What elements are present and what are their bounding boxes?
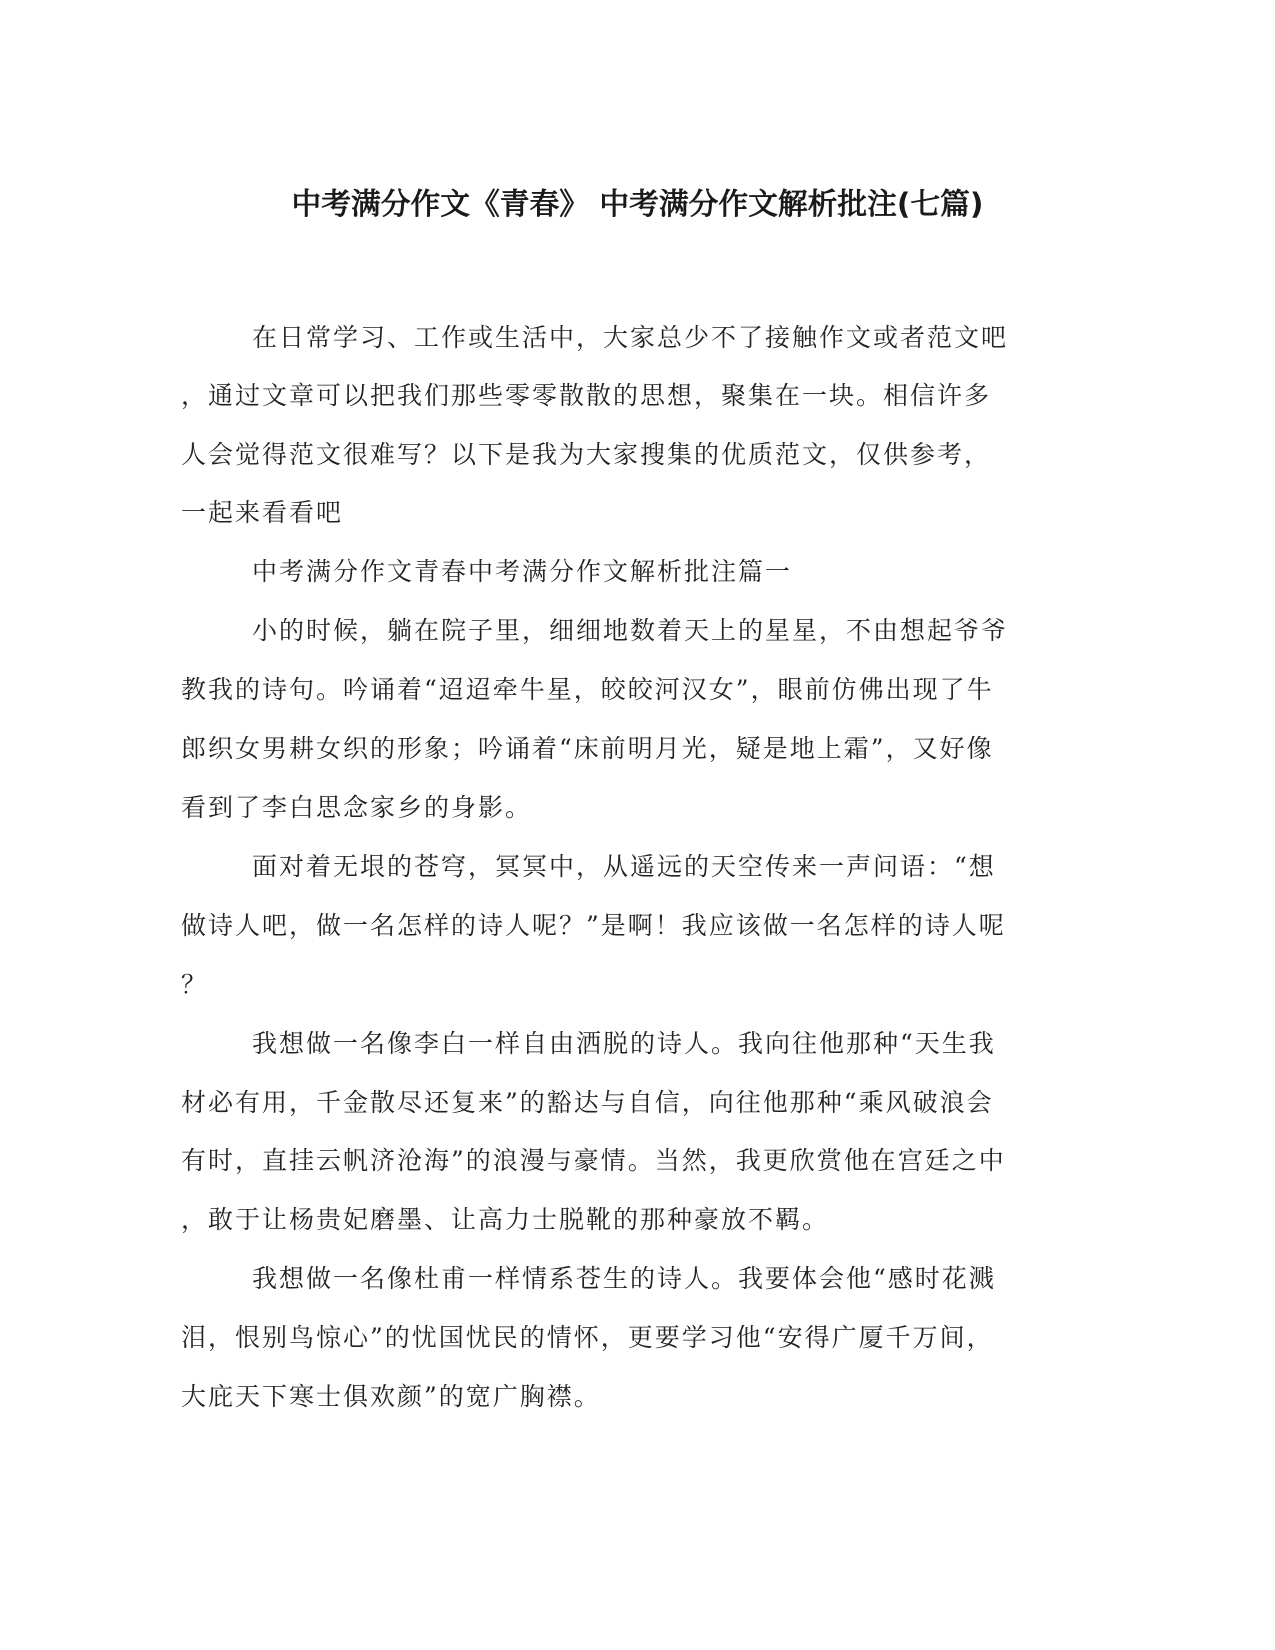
- section-heading: 中考满分作文青春中考满分作文解析批注篇一: [252, 557, 793, 586]
- paragraph-line: 小的时候，躺在院子里，细细地数着天上的星星，不由想起爷爷: [252, 616, 1009, 645]
- paragraph-line: 我想做一名像杜甫一样情系苍生的诗人。我要体会他“感时花溅: [252, 1264, 996, 1293]
- paragraph-line: 有时，直挂云帆济沧海”的浪漫与豪情。当然，我更欣赏他在宫廷之中: [181, 1146, 1006, 1175]
- paragraph-line: 郎织女男耕女织的形象；吟诵着“床前明月光，疑是地上霜”，又好像: [181, 734, 994, 763]
- paragraph-line: 在日常学习、工作或生活中，大家总少不了接触作文或者范文吧: [252, 323, 1009, 352]
- paragraph-line: 泪，恨别鸟惊心”的忧国忧民的情怀，更要学习他“安得广厦千万间，: [181, 1323, 994, 1352]
- paragraph-line: ，敢于让杨贵妃磨墨、让高力士脱靴的那种豪放不羁。: [181, 1205, 830, 1234]
- paragraph-line: 一起来看看吧: [181, 498, 344, 527]
- paragraph-line: 我想做一名像李白一样自由洒脱的诗人。我向往他那种“天生我: [252, 1029, 996, 1058]
- paragraph-line: ？: [181, 970, 209, 999]
- paragraph-line: 做诗人吧，做一名怎样的诗人呢？”是啊！我应该做一名怎样的诗人呢: [181, 911, 1006, 940]
- paragraph-line: 材必有用，千金散尽还复来”的豁达与自信，向往他那种“乘风破浪会: [181, 1088, 994, 1117]
- paragraph-line: 面对着无垠的苍穹，冥冥中，从遥远的天空传来一声问语：“想: [252, 852, 996, 881]
- paragraph-line: 人会觉得范文很难写？以下是我为大家搜集的优质范文，仅供参考，: [181, 440, 992, 469]
- paragraph-line: 看到了李白思念家乡的身影。: [181, 793, 533, 822]
- document-title: 中考满分作文《青春》 中考满分作文解析批注(七篇): [291, 187, 984, 222]
- paragraph-line: 教我的诗句。吟诵着“迢迢牵牛星，皎皎河汉女”，眼前仿佛出现了牛: [181, 675, 994, 704]
- paragraph-line: ，通过文章可以把我们那些零零散散的思想，聚集在一块。相信许多: [181, 381, 992, 410]
- paragraph-line: 大庇天下寒士俱欢颜”的宽广胸襟。: [181, 1382, 601, 1411]
